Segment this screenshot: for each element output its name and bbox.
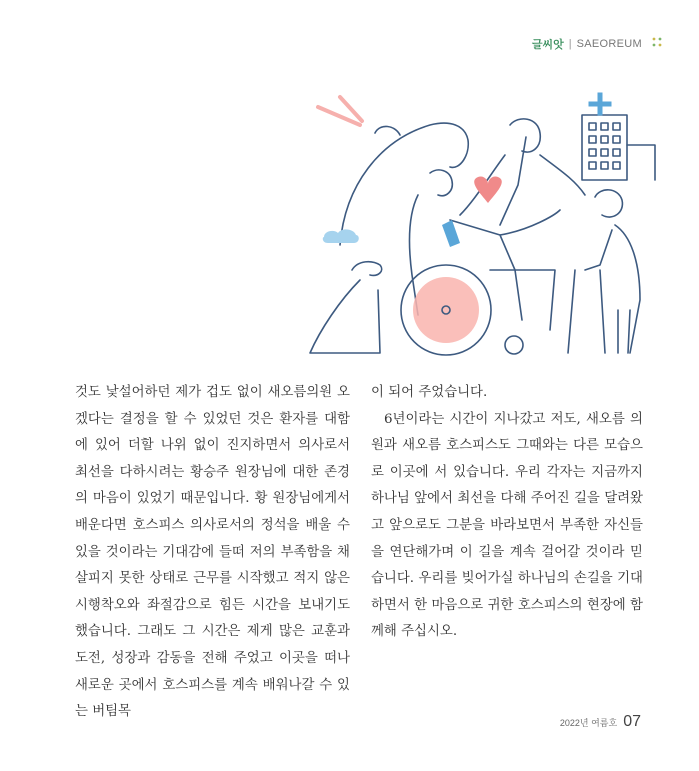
hospice-care-illustration	[300, 85, 660, 360]
dots-icon	[652, 37, 662, 47]
page-number: 07	[623, 713, 641, 730]
left-paragraph: 것도 낯설어하던 제가 겁도 없이 새오름의원 오겠다는 결정을 할 수 있었던 것은 환자를 대함에 있어 더할 나위 없이 진지하면서 의사로서 최선을 다하시려는 황승주 원장님에 대한 존경의 마음이 있었기 때문입니다. 황 원장님에게서 배운다면 호스피스 의사로서의 정석을 배울 수 있을 것이라는 기대감에 들떠 저의 부족함을 채 살피지 못한 상태로 근무를 시작했고 적지 않은 시행착오와 좌절감으로 힘든 시간을 보내기도 했습니다. 그래도 그 시간은 제게 많은 교훈과 도전, 성장과 감동을 전해 주었고 이곳을 떠나 새로운 곳에서 호스피스를 계속 배워나갈 수 있는 버팀목	[75, 385, 350, 720]
header-brand-korean: 글씨앗	[531, 39, 564, 51]
page-footer	[560, 713, 641, 731]
body-right-column	[371, 380, 643, 646]
right-paragraph-1: 이 되어 주었습니다.	[371, 385, 488, 400]
issue-label: 2022년 여름호	[559, 718, 618, 728]
header-brand-english: SAEOREUM	[576, 38, 642, 50]
header-separator: |	[568, 38, 572, 50]
hospital-icon	[582, 115, 655, 180]
heart-icon	[474, 177, 502, 203]
body-left-column	[75, 380, 350, 726]
wheel-icon	[413, 277, 479, 343]
page-header	[532, 36, 642, 52]
right-paragraph-2: 6년이라는 시간이 지나갔고 저도, 새오름 의원과 새오름 호스피스도 그때와는 다른 모습으로 이곳에 서 있습니다. 우리 각자는 지금까지 하나님 앞에서 최선을 다해 주어진 길을 달려왔고 앞으로도 그분을 바라보면서 부족한 자신들을 연단해가며 이 길을 계속 걸어갈 것이라 믿습니다. 우리를 빚어가실 하나님의 손길을 기대하면서 한 마음으로 귀한 호스피스의 현장에 함께해 주십시오.	[371, 411, 643, 640]
